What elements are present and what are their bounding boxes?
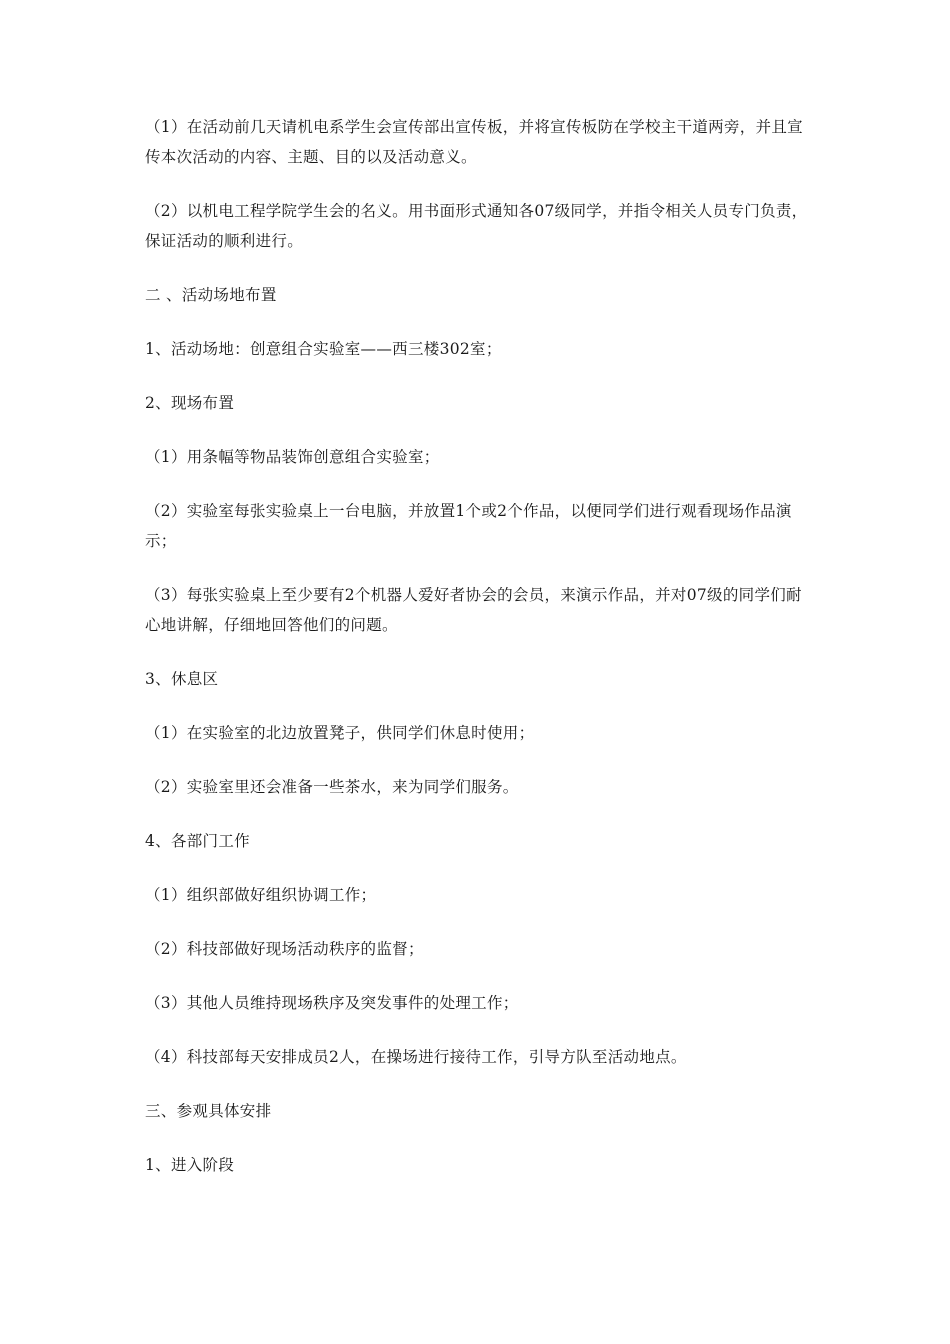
subheading-layout: 2、现场布置 xyxy=(145,394,235,412)
subheading-departments: 4、各部门工作 xyxy=(145,832,250,850)
paragraph-venue: 1、活动场地：创意组合实验室——西三楼302室； xyxy=(145,340,502,358)
section-heading-3: 三、参观具体安排 xyxy=(145,1102,272,1120)
document-body xyxy=(145,112,813,1180)
paragraph-rest-2: （2）实验室里还会准备一些茶水，来为同学们服务。 xyxy=(145,778,519,796)
paragraph-dept-4: （4）科技部每天安排成员2人，在操场进行接待工作，引导方队至活动地点。 xyxy=(145,1048,687,1066)
paragraph-dept-3: （3）其他人员维持现场秩序及突发事件的处理工作； xyxy=(145,994,519,1012)
paragraph-layout-3: （3）每张实验桌上至少要有2个机器人爱好者协会的会员，来演示作品，并对07级的同学们耐心地讲解，仔细地回答他们的问题。 xyxy=(145,586,802,634)
subheading-rest-area: 3、休息区 xyxy=(145,670,219,688)
paragraph-dept-1: （1）组织部做好组织协调工作； xyxy=(145,886,377,904)
paragraph-layout-2: （2）实验室每张实验桌上一台电脑，并放置1个或2个作品，以便同学们进行观看现场作品演示； xyxy=(145,502,792,550)
paragraph-2: （2）以机电工程学院学生会的名义。用书面形式通知各07级同学，并指令相关人员专门负责，保证活动的顺利进行。 xyxy=(145,202,808,250)
paragraph-layout-1: （1）用条幅等物品装饰创意组合实验室； xyxy=(145,448,440,466)
section-heading-2: 二 、活动场地布置 xyxy=(145,286,277,304)
paragraph-rest-1: （1）在实验室的北边放置凳子，供同学们休息时使用； xyxy=(145,724,535,742)
subheading-entry-stage: 1、进入阶段 xyxy=(145,1156,235,1174)
paragraph-dept-2: （2）科技部做好现场活动秩序的监督； xyxy=(145,940,424,958)
paragraph-1: （1）在活动前几天请机电系学生会宣传部出宣传板，并将宣传板防在学校主干道两旁，并且宣传本次活动的内容、主题、目的以及活动意义。 xyxy=(145,118,803,166)
